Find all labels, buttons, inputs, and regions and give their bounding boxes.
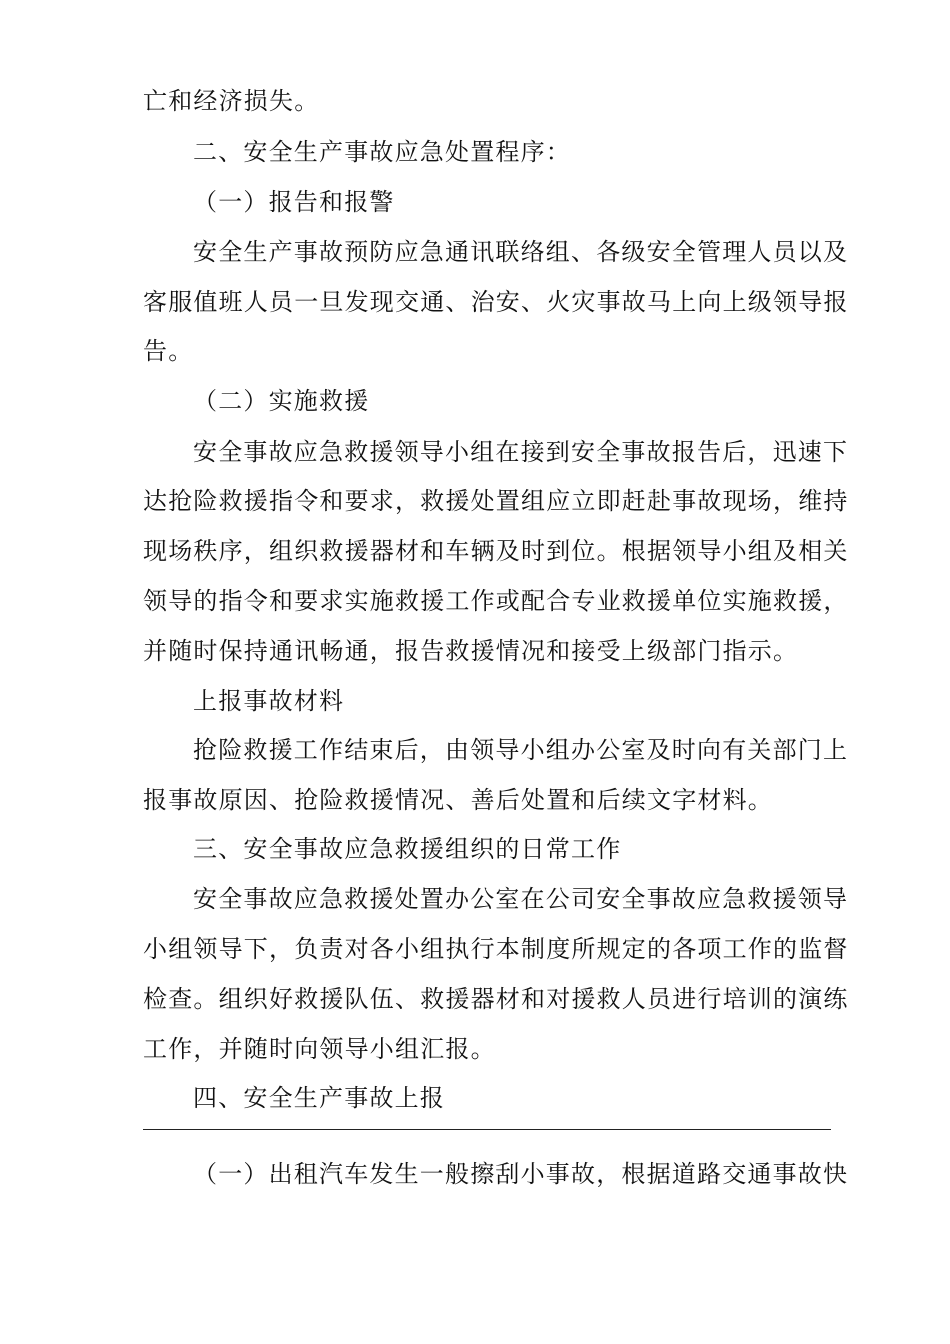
text-line: 安全事故应急救援领导小组在接到安全事故报告后，迅速下 bbox=[193, 438, 849, 466]
text-line: 小组领导下，负责对各小组执行本制度所规定的各项工作的监督 bbox=[143, 935, 849, 963]
text-line: 报事故原因、抢险救援情况、善后处置和后续文字材料。 bbox=[143, 786, 773, 814]
text-line: 领导的指令和要求实施救援工作或配合专业救援单位实施救援， bbox=[143, 587, 849, 615]
text-line: （一）出租汽车发生一般擦刮小事故，根据道路交通事故快 bbox=[193, 1160, 849, 1188]
text-line: 客服值班人员一旦发现交通、治安、火灾事故马上向上级领导报 bbox=[143, 288, 849, 316]
text-line: 告。 bbox=[143, 337, 194, 365]
text-line: 亡和经济损失。 bbox=[143, 87, 320, 115]
text-line: 并随时保持通讯畅通，报告救援情况和接受上级部门指示。 bbox=[143, 637, 799, 665]
horizontal-divider bbox=[143, 1129, 831, 1130]
text-line: 工作，并随时向领导小组汇报。 bbox=[143, 1035, 496, 1063]
text-line: 现场秩序，组织救援器材和车辆及时到位。根据领导小组及相关 bbox=[143, 537, 849, 565]
subsection-heading: （二）实施救援 bbox=[193, 387, 370, 415]
text-line: 达抢险救援指令和要求，救援处置组应立即赶赴事故现场，维持 bbox=[143, 487, 849, 515]
subsection-heading: （一）报告和报警 bbox=[193, 188, 395, 216]
subsection-heading: 上报事故材料 bbox=[193, 687, 345, 715]
section-heading: 四、安全生产事故上报 bbox=[193, 1084, 445, 1112]
text-line: 安全生产事故预防应急通讯联络组、各级安全管理人员以及 bbox=[193, 238, 849, 266]
section-heading: 三、安全事故应急救援组织的日常工作 bbox=[193, 835, 622, 863]
text-line: 检查。组织好救援队伍、救援器材和对援救人员进行培训的演练 bbox=[143, 985, 849, 1013]
text-line: 安全事故应急救援处置办公室在公司安全事故应急救援领导 bbox=[193, 885, 849, 913]
section-heading: 二、安全生产事故应急处置程序： bbox=[193, 138, 571, 166]
text-line: 抢险救援工作结束后，由领导小组办公室及时向有关部门上 bbox=[193, 736, 849, 764]
